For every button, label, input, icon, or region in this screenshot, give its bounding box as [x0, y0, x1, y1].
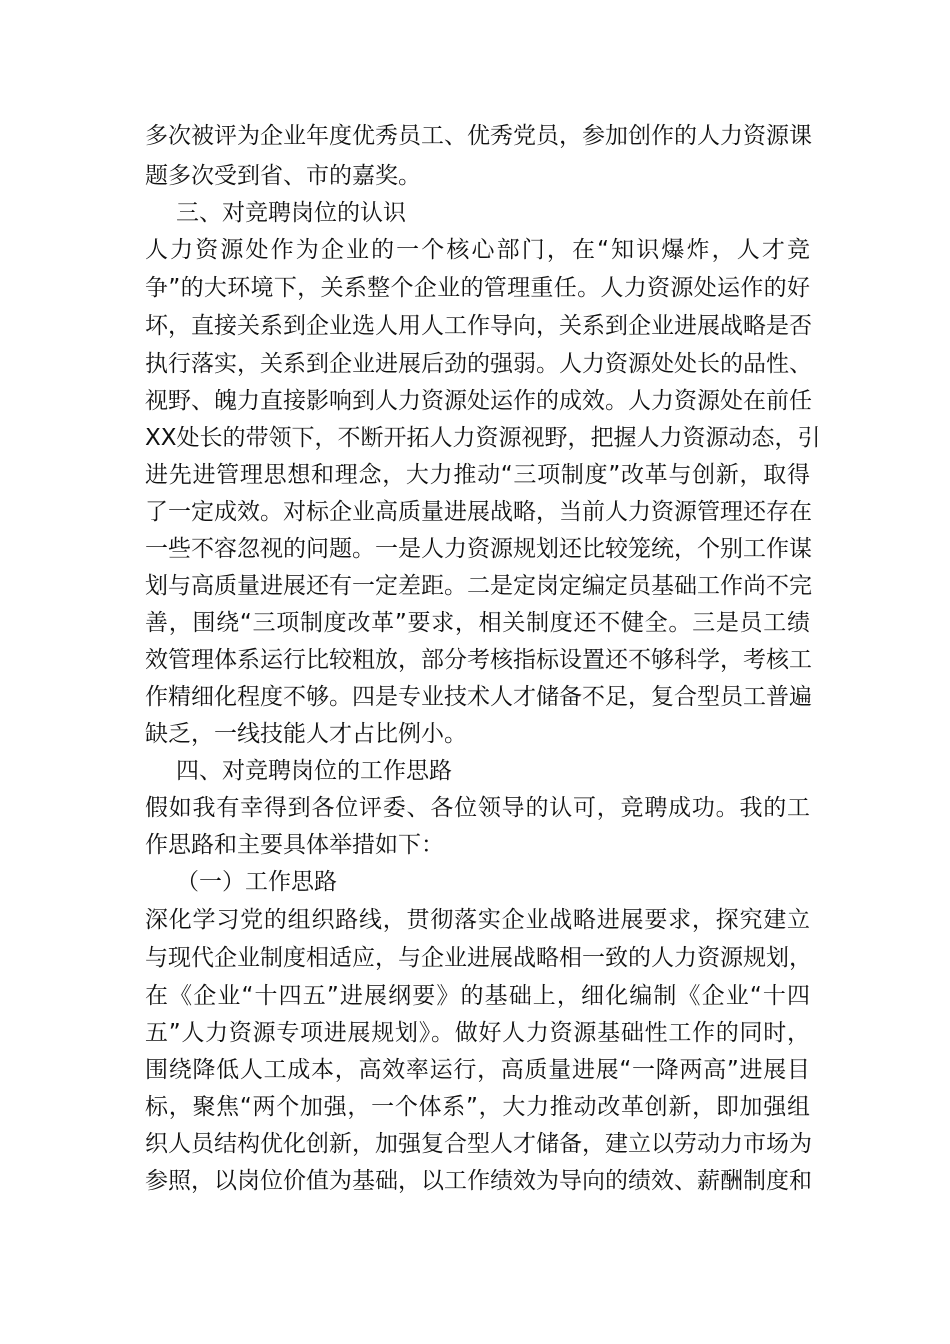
body-text-line: 执行落实，关系到企业进展后劲的强弱。人力资源处处长的品性、	[145, 351, 812, 377]
body-text-line: 围绕降低人工成本，高效率运行，高质量进展“一降两高”进展目	[145, 1057, 810, 1083]
body-text-line: 争”的大环境下，关系整个企业的管理重任。人力资源处运作的好	[145, 275, 810, 301]
body-text-line: 五”人力资源专项进展规划》。做好人力资源基础性工作的同时，	[145, 1020, 810, 1046]
body-text-line: 参照，以岗位价值为基础，以工作绩效为导向的绩效、薪酬制度和	[145, 1168, 812, 1194]
body-text-line: 视野、魄力直接影响到人力资源处运作的成效。人力资源处在前任	[145, 388, 812, 414]
body-text-line: 进先进管理思想和理念，大力推动“三项制度”改革与创新，取得	[145, 462, 810, 488]
body-text-line: 善，围绕“三项制度改革”要求，相关制度还不健全。三是员工绩	[145, 610, 810, 636]
body-text-line: 深化学习党的组织路线，贯彻落实企业战略进展要求，探究建立	[145, 907, 810, 933]
body-text-line: 一些不容忽视的问题。一是人力资源规划还比较笼统，个别工作谋	[145, 536, 812, 562]
body-text-line: XX处长的带领下，不断开拓人力资源视野，把握人力资源动态，引	[145, 425, 821, 451]
section-heading: 四、对竞聘岗位的工作思路	[176, 758, 452, 784]
body-text-line: 标，聚焦“两个加强，一个体系”，大力推动改革创新，即加强组	[145, 1094, 810, 1120]
body-text-line: 织人员结构优化创新，加强复合型人才储备，建立以劳动力市场为	[145, 1131, 812, 1157]
body-text-line: 作精细化程度不够。四是专业技术人才储备不足，复合型员工普遍	[145, 684, 812, 710]
subsection-heading: （一）工作思路	[176, 869, 337, 895]
body-text-line: 多次被评为企业年度优秀员工、优秀党员，参加创作的人力资源课	[145, 123, 812, 149]
body-text-line: 与现代企业制度相适应，与企业进展战略相一致的人力资源规划，	[145, 945, 812, 971]
body-text-line: 题多次受到省、市的嘉奖。	[145, 163, 421, 189]
body-text-line: 在《企业“十四五”进展纲要》的基础上，细化编制《企业“十四	[145, 983, 810, 1009]
body-text-line: 坏，直接关系到企业选人用人工作导向，关系到企业进展战略是否	[145, 313, 812, 339]
body-text-line: 假如我有幸得到各位评委、各位领导的认可，竞聘成功。我的工	[145, 795, 810, 821]
body-text-line: 划与高质量进展还有一定差距。二是定岗定编定员基础工作尚不完	[145, 573, 812, 599]
section-heading: 三、对竞聘岗位的认识	[176, 200, 406, 226]
body-text-line: 了一定成效。对标企业高质量进展战略，当前人力资源管理还存在	[145, 499, 812, 525]
body-text-line: 人力资源处作为企业的一个核心部门，在“知识爆炸，人才竞	[145, 237, 810, 263]
body-text-line: 效管理体系运行比较粗放，部分考核指标设置还不够科学，考核工	[145, 647, 812, 673]
body-text-line: 缺乏，一线技能人才占比例小。	[145, 721, 467, 747]
body-text-line: 作思路和主要具体举措如下：	[145, 832, 444, 858]
